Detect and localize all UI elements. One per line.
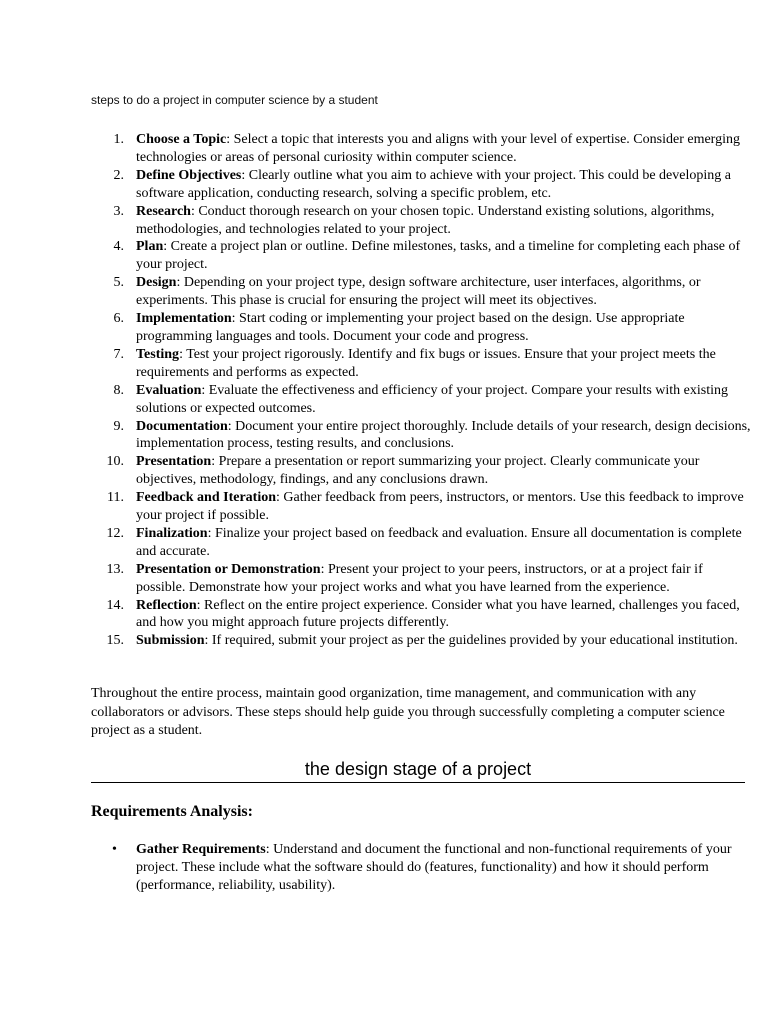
step-title: Define Objectives: [136, 167, 242, 183]
step-title: Choose a Topic: [136, 132, 227, 147]
step-number: 14.: [106, 597, 124, 613]
step-text: : Gather feedback from peers, instructors, or mentors. Use this feedback to improve your project if possible.: [136, 490, 744, 524]
summary-paragraph: Throughout the entire process, maintain good organization, time management, and communication with any collaborators or advisors. These steps should help guide you through successfully completing a computer science project as a student.: [91, 686, 725, 738]
step-text: : If required, submit your project as per the guidelines provided by your educational institution.: [204, 633, 738, 649]
step-number: 4.: [113, 239, 124, 255]
step-text: : Select a topic that interests you and aligns with your level of expertise. Consider emerging technologies or areas of personal curiosity within computer science.: [136, 132, 740, 165]
step-number: 7.: [113, 346, 124, 362]
step-text: : Clearly outline what you aim to achieve with your project. This could be developing a software application, conducting research, solving a specific problem, etc.: [136, 167, 731, 201]
bullet-text: : Understand and document the functional and non-functional requirements of your project. These include what the software should do (features, functionality) and how it should perform (performance, reliability, usability).: [136, 842, 732, 893]
list-item: [91, 489, 751, 525]
list-item: [91, 418, 751, 454]
section-title: the design stage of a project: [304, 759, 532, 779]
step-text: : Present your project to your peers, instructors, or at a project fair if possible. Demonstrate how your project works and what you have learned from the experience.: [136, 561, 703, 595]
list-item: [91, 525, 751, 561]
step-number: 5.: [113, 275, 124, 291]
intro-line: steps to do a project in computer science by a student: [91, 93, 378, 107]
list-item: [91, 841, 751, 895]
step-number: 3.: [113, 203, 124, 219]
step-number: 6.: [113, 311, 124, 327]
step-title: Reflection: [136, 597, 197, 613]
step-title: Plan: [136, 239, 164, 255]
step-number: 12.: [106, 525, 124, 541]
step-text: : Evaluate the effectiveness and efficiency of your project. Compare your results with existing solutions or expected outcomes.: [136, 382, 729, 416]
step-title: Design: [136, 275, 177, 291]
list-item: [91, 453, 751, 489]
step-text: : Create a project plan or outline. Define milestones, tasks, and a timeline for completing each phase of your project.: [136, 239, 741, 273]
step-text: : Finalize your project based on feedback and evaluation. Ensure all documentation is complete and accurate.: [136, 525, 742, 559]
list-item: [91, 561, 751, 597]
step-number: 8.: [113, 382, 124, 398]
step-number: 9.: [113, 418, 124, 434]
step-number: 11.: [107, 490, 124, 506]
list-item: [91, 597, 751, 633]
bullet-list: [91, 841, 751, 895]
list-item: [91, 274, 751, 310]
step-title: Documentation: [136, 418, 228, 434]
list-item: [91, 346, 751, 382]
list-item: [91, 203, 751, 239]
bullet-icon: •: [112, 842, 117, 857]
list-item: [91, 382, 751, 418]
list-item: [91, 167, 751, 203]
step-text: : Start coding or implementing your project based on the design. Use appropriate programming languages and tools. Document your code and progress.: [136, 311, 685, 344]
step-title: Presentation or Demonstration: [136, 561, 321, 577]
subheading: Requirements Analysis:: [91, 803, 253, 820]
step-title: Finalization: [136, 525, 208, 541]
step-title: Feedback and Iteration: [136, 490, 276, 506]
list-item: [91, 131, 751, 167]
step-number: 13.: [106, 561, 124, 577]
step-title: Testing: [136, 346, 180, 362]
step-title: Implementation: [136, 311, 232, 327]
step-text: : Conduct thorough research on your chosen topic. Understand existing solutions, algorithms, methodologies, and technologies related to your project.: [136, 203, 715, 237]
section-divider: [91, 782, 745, 783]
step-title: Evaluation: [136, 382, 202, 398]
list-item: [91, 238, 751, 274]
list-item: [91, 632, 751, 650]
step-text: : Test your project rigorously. Identify and fix bugs or issues. Ensure that your project meets the requirements and performs as expected.: [136, 346, 716, 380]
step-title: Research: [136, 203, 191, 219]
step-number: 2.: [113, 167, 124, 183]
steps-list: [91, 131, 751, 650]
step-text: : Document your entire project thoroughly. Include details of your research, design decisions, implementation process, testing results, and conclusions.: [136, 418, 751, 452]
step-text: : Reflect on the entire project experience. Consider what you have learned, challenges you faced, and how you might approach future projects differently.: [136, 597, 740, 631]
step-text: : Prepare a presentation or report summarizing your project. Clearly communicate your objectives, methodology, findings, and any conclusions drawn.: [136, 454, 700, 488]
step-number: 15.: [106, 633, 124, 649]
step-title: Presentation: [136, 454, 212, 470]
list-item: [91, 310, 751, 346]
step-text: : Depending on your project type, design software architecture, user interfaces, algorithms, or experiments. This phase is crucial for ensuring the project will meet its objectives.: [136, 275, 701, 309]
step-number: 10.: [106, 454, 124, 470]
step-title: Submission: [136, 633, 205, 649]
bullet-title: Gather Requirements: [136, 842, 266, 857]
step-number: 1.: [113, 132, 124, 147]
